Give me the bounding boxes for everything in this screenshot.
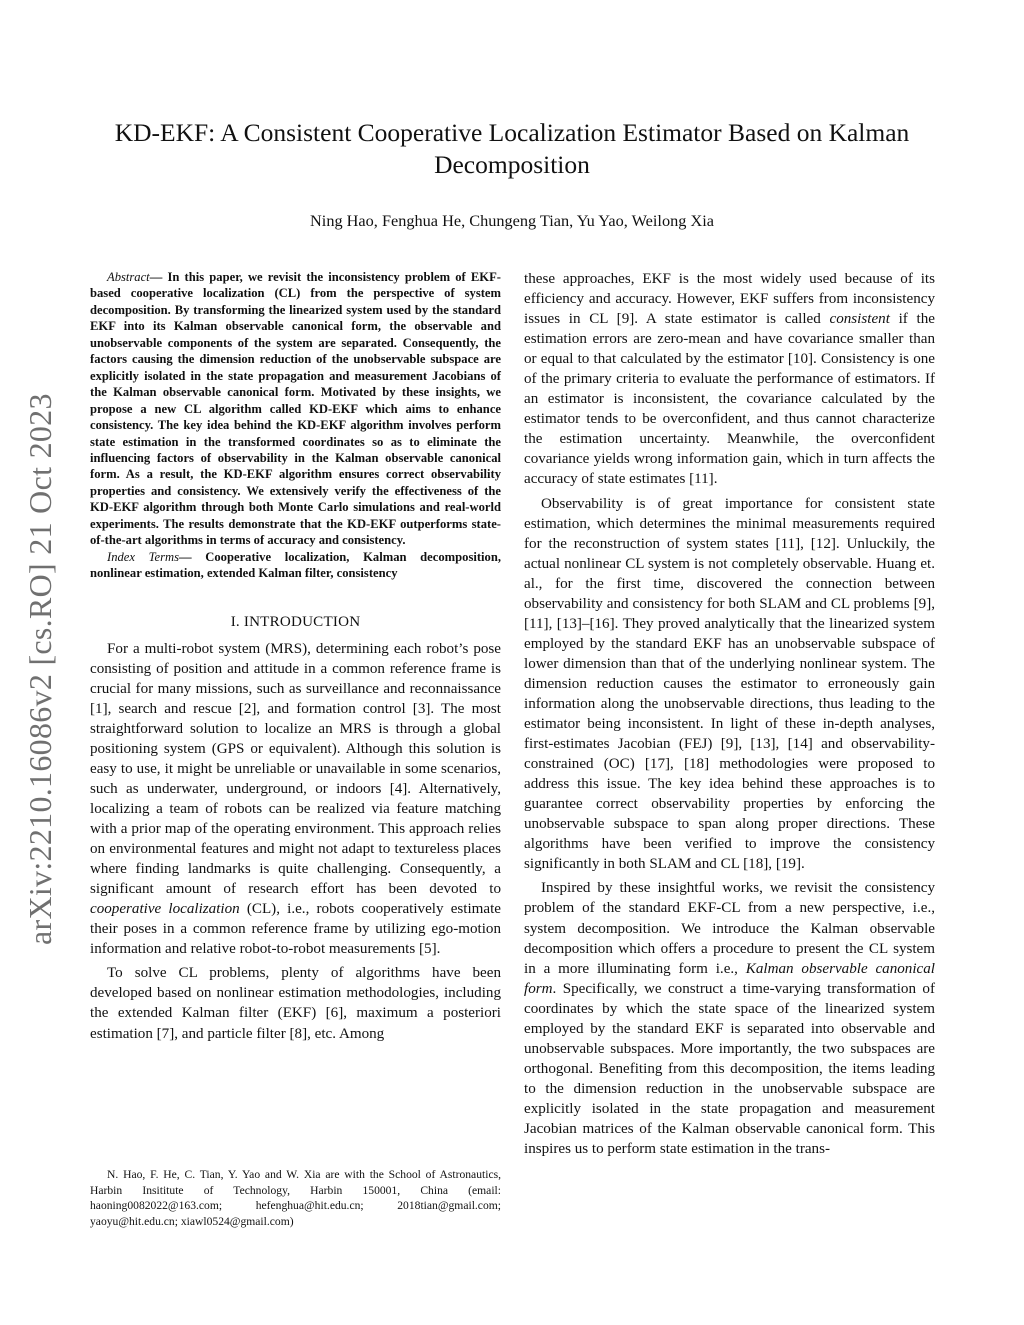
intro-p5-text-a: Inspired by these insightful works, we revisit the consistency problem of the standard EKF-CL from a new perspective, i.e., system decomposition. We introduce the Kalman observable decomposition which offers a procedure to present the CL system in a more illuminating form i.e., [524, 880, 935, 977]
author-affiliation-footnote: N. Hao, F. He, C. Tian, Y. Yao and W. Xia are with the School of Astronautics, Harbin Insititute of Technology, Harbin 150001, China (email: haoning0082022@163.com; hefenghua@hit.edu.cn; 2018tian@gmail.com; yaoyu@hit.edu.cn; xiawl0524@gmail.com) [90, 1168, 501, 1228]
intro-paragraph-3 [524, 269, 935, 490]
author-list: Ning Hao, Fenghua He, Chungeng Tian, Yu Yao, Weilong Xia [310, 211, 714, 230]
intro-p1-emphasis: cooperative localization [90, 901, 240, 918]
index-terms [90, 549, 501, 582]
paper-title: KD-EKF: A Consistent Cooperative Localization Estimator Based on Kalman Decomposition [114, 118, 910, 179]
index-terms-text: Cooperative localization, Kalman decomposition, nonlinear estimation, extended Kalman filter, consistency [90, 549, 501, 581]
right-column [524, 269, 935, 1159]
abstract [90, 269, 501, 549]
intro-p3-text-b: if the estimation errors are zero-mean and have covariance smaller than or equal to that calculated by the estimator [10]. Consistency is one of the primary criteria to evaluate the performance of estimators. If an estimator is inconsistent, the covariance calculated by the estimator tends to be overconfident, and thus cannot characterize the estimation uncertainty. Meanwhile, the overconfident covariance yields wrong information gain, which in turn affects the accuracy of state estimates [11]. [524, 311, 935, 488]
intro-paragraph-1 [90, 639, 501, 960]
intro-p3-emphasis: consistent [829, 311, 890, 328]
abstract-label: Abstract [107, 270, 150, 284]
index-terms-dash: — [179, 549, 206, 564]
intro-p1-text-a: For a multi-robot system (MRS), determining each robot’s pose consisting of position and attitude in a common reference frame is crucial for many missions, such as surveillance and reconnaissance [1], search and rescue [2], and formation control [3]. The most straightforward solution to localize an MRS is through a global positioning system (GPS or equivalent). Although this solution is easy to use, it might be unreliable or unavailable in some scenarios, such as underwater, underground, or indoors [4]. Alternatively, localizing a team of robots can be realized via feature matching with a prior map of the operating environment. This approach relies on environmental features and might not adapt to textureless places where finding landmarks is quite challenging. Consequently, a significant amount of research effort has been devoted to [90, 640, 501, 898]
section-heading-introduction: I. INTRODUCTION [230, 613, 361, 630]
intro-paragraph-4: Observability is of great importance for consistent state estimation, which determines the minimal measurements required for the reconstruction of system states [11], [12]. Unluckily, the actual nonlinear CL system is not completely observable. Huang et. al., for the first time, discovered the connection between observability and consistency for both SLAM and CL problems [9], [11], [13]–[16]. They proved analytically that the linearized system employed by the standard EKF has an unobservable subspace of lower dimension than that of the underlying nonlinear system. The dimension reduction causes the estimator to erroneously gain information along the unobservable directions, thus leading to the estimator being inconsistent. In light of these in-depth analyses, first-estimates Jacobian (FEJ) [9], [13], [14] and observability-constrained (OC) [17], [18] methodologies were proposed to address this issue. The key idea behind these approaches is to guarantee correct observability properties by enforcing the unobservable subspace to span along proper directions. These algorithms have been verified to improve the consistency significantly in both SLAM and CL [18], [19]. [524, 495, 935, 873]
abstract-dash: — [149, 270, 168, 284]
intro-p1-text-b: (CL), i.e., robots cooperatively estimate their poses in a common reference frame by utilizing ego-motion information and relative robot-to-robot measurements [5]. [90, 901, 501, 958]
intro-p3-text-a: these approaches, EKF is the most widely used because of its efficiency and accuracy. However, EKF suffers from inconsistency issues in CL [9]. A state estimator is called [524, 271, 935, 328]
intro-p5-emphasis: Kalman observable canonical form [524, 960, 935, 997]
intro-paragraph-5 [524, 878, 935, 1159]
abstract-text: In this paper, we revisit the inconsistency problem of EKF-based cooperative localization (CL) from the perspective of system decomposition. By transforming the linearized system used by the standard EKF into its Kalman observable canonical form, the observable and unobservable components of the system are separated. Consequently, the factors causing the dimension reduction of the unobservable subspace are explicitly isolated in the state propagation and measurement Jacobians of the Kalman observable canonical form. Motivated by these insights, we propose a new CL algorithm called KD-EKF which aims to enhance consistency. The key idea behind the KD-EKF algorithm involves perform state estimation in the transformed coordinates so as to eliminate the influencing factors of observability in the Kalman observable canonical form. As a result, the KD-EKF algorithm ensures correct observability properties and consistency. We extensively verify the effectiveness of the KD-EKF algorithm through both Monte Carlo simulations and real-world experiments. The results demonstrate that the KD-EKF outperforms state-of-the-art algorithms in terms of accuracy and consistency. [90, 270, 501, 548]
left-column [90, 269, 501, 1044]
intro-paragraph-2: To solve CL problems, plenty of algorithms have been developed based on nonlinear estimation methodologies, including the extended Kalman filter (EKF) [6], maximum a posteriori estimation [7], and particle filter [8], etc. Among [90, 965, 501, 1042]
arxiv-identifier: arXiv:2210.16086v2 [cs.RO] 21 Oct 2023 [22, 393, 58, 945]
index-terms-label: Index Terms [107, 549, 179, 564]
intro-p5-text-b: . Specifically, we construct a time-varying transformation of coordinates by which the state space of the linearized system employed by the standard EKF is separated into observable and unobservable subspaces. More importantly, the two subspaces are orthogonal. Benefiting from this decomposition, the items leading to the dimension reduction in the unobservable subspace are explicitly isolated in the state propagation and measurement Jacobian matrices of the Kalman observable canonical form. This inspires us to perform state estimation in the trans- [524, 980, 935, 1158]
